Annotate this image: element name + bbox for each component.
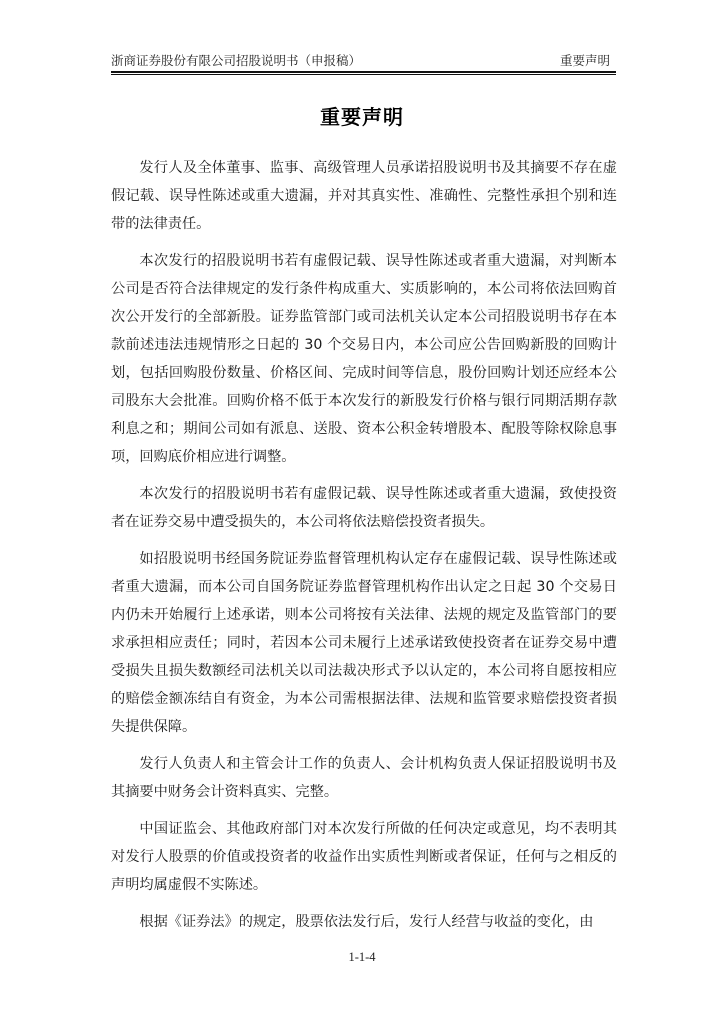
paragraph-investor-compensation: 本次发行的招股说明书若有虚假记载、误导性陈述或者重大遗漏，致使投资者在证券交易中遭受损失的，本公司将依法赔偿投资者损失。 xyxy=(111,486,617,530)
header-document-title: 浙商证券股份有限公司招股说明书（申报稿） xyxy=(111,53,362,68)
header-divider-thin xyxy=(111,74,616,75)
header-divider xyxy=(111,71,616,73)
header-section-title: 重要声明 xyxy=(559,53,610,68)
paragraph-csrc-disclaimer: 中国证监会、其他政府部门对本次发行所做的任何决定或意见，均不表明其对发行人股票的价值或投资者的收益作出实质性判断或者保证，任何与之相反的声明均属虚假不实陈述。 xyxy=(111,821,617,893)
paragraph-financial-data-guarantee: 发行人负责人和主管会计工作的负责人、会计机构负责人保证招股说明书及其摘要中财务会计资料真实、完整。 xyxy=(111,756,617,800)
paragraph-share-repurchase: 本次发行的招股说明书若有虚假记载、误导性陈述或者重大遗漏，对判断本公司是否符合法律规定的发行条件构成重大、实质影响的，本公司将依法回购首次公开发行的全部新股。证券监管部门或司法机关认定本公司招股说明书存在本款前述违法违规情形之日起的 30 个交易日内，本公司应公告回购新股的回购计划，包括回购股份数量、价格区间、完成时间等信息，股份回购计划还应经本公司股东大会批准。回购价格不低于本次发行的新股发行价格与银行同期活期存款利息之和；期间公司如有派息、送股、资本公积金转增股本、配股等除权除息事项，回购底价相应进行调整。 xyxy=(111,253,617,465)
page-number: 1-1-4 xyxy=(348,950,376,964)
paragraph-securities-law: 根据《证券法》的规定，股票依法发行后，发行人经营与收益的变化，由 xyxy=(139,914,594,930)
paragraph-regulatory-determination: 如招股说明书经国务院证券监督管理机构认定存在虚假记载、误导性陈述或者重大遗漏，而本公司自国务院证券监督管理机构作出认定之日起 30 个交易日内仍未开始履行上述承诺，则本公司将按有关法律、法规的规定及监管部门的要求承担相应责任；同时，若因本公司未履行上述承诺致使投资者在证券交易中遭受损失且损失数额经司法机关以司法裁决形式予以认定的，本公司将自愿按相应的赔偿金额冻结自有资金，为本公司需根据法律、法规和监管要求赔偿投资者损失提供保障。 xyxy=(111,551,617,735)
page-title: 重要声明 xyxy=(320,105,404,129)
document-body xyxy=(111,154,617,945)
page-header xyxy=(111,52,616,70)
paragraph-responsibility: 发行人及全体董事、监事、高级管理人员承诺招股说明书及其摘要不存在虚假记载、误导性陈述或重大遗漏，并对其真实性、准确性、完整性承担个别和连带的法律责任。 xyxy=(111,160,617,232)
